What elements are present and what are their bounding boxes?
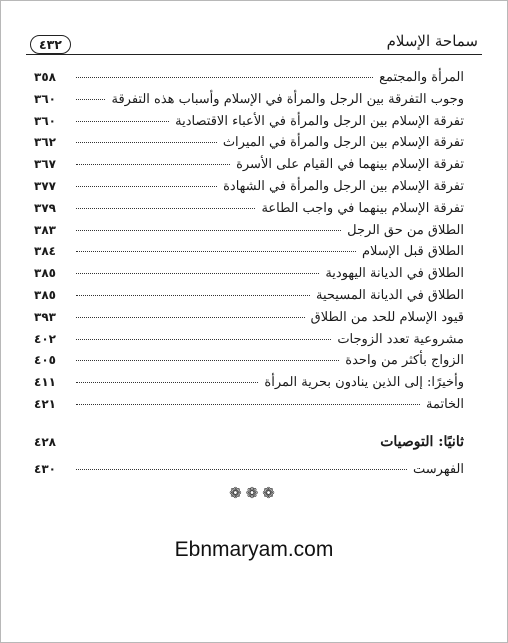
toc-entry[interactable] [34, 70, 464, 92]
toc-title: الطلاق في الديانة المسيحية [316, 287, 464, 303]
section-heading-recommendations[interactable] [34, 434, 464, 450]
toc-entry[interactable] [34, 397, 464, 419]
toc-page: ٣٦٢ [34, 135, 56, 150]
dot-leader [76, 339, 331, 340]
toc-entry[interactable] [34, 266, 464, 288]
page-number-badge: ٤٣٢ [30, 35, 71, 54]
toc-title: الفهرست [413, 462, 464, 477]
toc-entry[interactable] [34, 353, 464, 375]
toc-page: ٤٢١ [34, 396, 56, 411]
dot-leader [76, 77, 373, 78]
toc-title: تفرقة الإسلام بين الرجل والمرأة في الأعباء الاقتصادية [175, 113, 464, 129]
toc-page: ٤٠٥ [34, 353, 56, 368]
section-title: ثانيًا: التوصيات [380, 434, 464, 450]
dot-leader [76, 404, 420, 405]
dot-leader [76, 295, 310, 296]
index-entry[interactable] [34, 462, 464, 484]
toc-entry[interactable] [34, 244, 464, 266]
toc-title: تفرقة الإسلام بين الرجل والمرأة في الميراث [222, 135, 464, 151]
toc-title: الزواج بأكثر من واحدة [345, 353, 464, 369]
dot-leader [76, 164, 230, 165]
toc-page: ٣٧٩ [34, 200, 56, 215]
toc-page: ٣٨٥ [34, 287, 56, 302]
toc-title: قيود الإسلام للحد من الطلاق [310, 309, 464, 325]
toc-entry[interactable] [34, 223, 464, 245]
book-title: سماحة الإسلام [386, 32, 478, 50]
toc-page: ٣٧٧ [34, 178, 56, 193]
dot-leader [76, 360, 339, 361]
toc-title: الطلاق من حق الرجل [347, 222, 464, 238]
toc-page: ٤١١ [34, 375, 56, 390]
toc-entry[interactable] [34, 201, 464, 223]
toc-entry[interactable] [34, 92, 464, 114]
dot-leader [76, 251, 356, 252]
website-watermark: Ebnmaryam.com [174, 538, 334, 561]
toc-entry[interactable] [34, 179, 464, 201]
toc-title: المرأة والمجتمع [379, 70, 464, 85]
toc-page: ٣٨٤ [34, 244, 56, 259]
toc-entry[interactable] [34, 135, 464, 157]
toc-title: تفرقة الإسلام بين الرجل والمرأة في الشهادة [223, 178, 464, 194]
dot-leader [76, 317, 305, 318]
dot-leader [76, 230, 341, 231]
toc-title: مشروعية تعدد الزوجات [337, 331, 464, 347]
toc-page: ٣٨٥ [34, 266, 56, 281]
dot-leader [76, 121, 169, 122]
toc-entry[interactable] [34, 114, 464, 136]
dot-leader [76, 186, 217, 187]
toc-entry[interactable] [34, 462, 464, 484]
toc-title: الطلاق قبل الإسلام [361, 244, 464, 260]
dot-leader [76, 469, 407, 470]
dot-leader [76, 382, 258, 383]
toc-entry[interactable] [34, 332, 464, 354]
dot-leader [76, 142, 217, 143]
dot-leader [76, 273, 319, 274]
toc-page: ٣٥٨ [34, 70, 56, 84]
dot-leader [76, 208, 255, 209]
toc-page: ٣٨٣ [34, 222, 56, 237]
flower-ornament: ❁❁❁ [229, 484, 279, 502]
toc-title: الطلاق في الديانة اليهودية [325, 266, 464, 282]
toc-title: تفرقة الإسلام بينهما في واجب الطاعة [261, 200, 464, 216]
table-of-contents [34, 70, 464, 419]
dot-leader [76, 99, 105, 100]
toc-page: ٣٦٠ [34, 91, 56, 106]
section-page: ٤٢٨ [34, 435, 56, 449]
toc-page: ٤٣٠ [34, 462, 56, 476]
toc-title: الخاتمة [425, 396, 464, 412]
page-header [26, 30, 482, 55]
toc-title: وجوب التفرقة بين الرجل والمرأة في الإسلام وأسباب هذه التفرقة [111, 91, 464, 107]
toc-title: وأخيرًا: إلى الذين ينادون بحرية المرأة [264, 375, 464, 391]
toc-entry[interactable] [34, 288, 464, 310]
toc-entry[interactable] [34, 157, 464, 179]
toc-entry[interactable] [34, 310, 464, 332]
toc-entry[interactable] [34, 375, 464, 397]
toc-page: ٤٠٢ [34, 331, 56, 346]
toc-title: تفرقة الإسلام بينهما في القيام على الأسرة [236, 157, 464, 173]
toc-page: ٣٦٧ [34, 157, 56, 172]
toc-page: ٣٦٠ [34, 113, 56, 128]
toc-page: ٣٩٣ [34, 309, 56, 324]
